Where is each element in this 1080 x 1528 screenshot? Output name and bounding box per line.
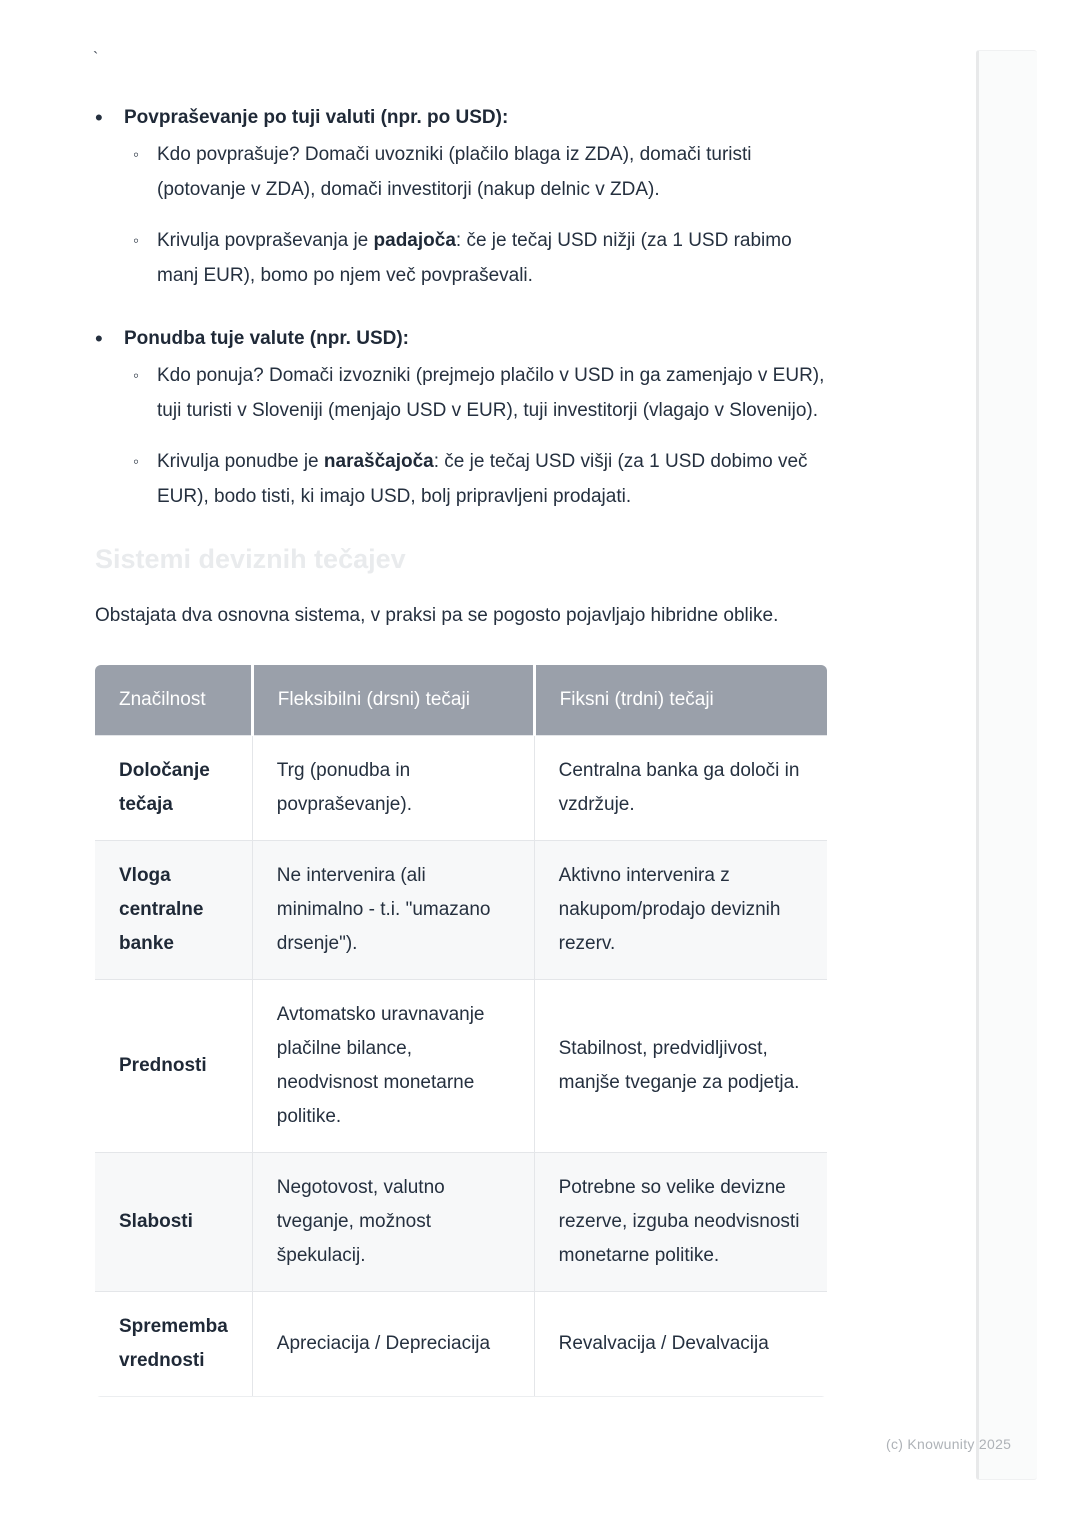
row-label: Prednosti: [95, 980, 252, 1153]
supply-item-1: [157, 358, 827, 428]
document-page: [95, 0, 827, 1397]
stray-backtick: `: [93, 50, 99, 67]
demand-sublist: [133, 137, 827, 293]
demand-item-1-text: Kdo povprašuje? Domači uvozniki (plačilo blaga iz ZDA), domači turisti (potovanje v ZDA), domači investitorji (nakup delnic v ZDA).: [157, 144, 752, 200]
row-label: Določanje tečaja: [95, 736, 252, 841]
circle-bullet-icon: ◦: [133, 231, 140, 250]
table-cell: Apreciacija / Depreciacija: [252, 1292, 534, 1397]
table-row: [95, 841, 827, 980]
supply-sublist: [133, 358, 827, 514]
table-row: [95, 736, 827, 841]
table-cell: Potrebne so velike devizne rezerve, izguba neodvisnosti monetarne politike.: [534, 1153, 827, 1292]
supply-item-1-text: Kdo ponuja? Domači izvozniki (prejmejo plačilo v USD in ga zamenjajo v EUR), tuji turisti v Sloveniji (menjajo USD v EUR), tuji investitorji (vlagajo v Slovenijo).: [157, 365, 825, 421]
list-item: [95, 321, 827, 356]
list-item: [95, 100, 827, 135]
table-cell: Stabilnost, predvidljivost, manjše tveganje za podjetja.: [534, 980, 827, 1153]
table-cell: Avtomatsko uravnavanje plačilne bilance, neodvisnost monetarne politike.: [252, 980, 534, 1153]
circle-bullet-icon: ◦: [133, 366, 140, 385]
list-item: [133, 358, 827, 428]
table-header-row: [95, 665, 827, 736]
column-header-znacilnost: Značilnost: [95, 665, 252, 736]
row-label: Vloga centralne banke: [95, 841, 252, 980]
column-header-fleksibilni: Fleksibilni (drsni) tečaji: [252, 665, 534, 736]
row-label: Slabosti: [95, 1153, 252, 1292]
bullet-group-supply: [95, 321, 827, 514]
intro-paragraph: Obstajata dva osnovna sistema, v praksi pa se pogosto pojavljajo hibridne oblike.: [95, 605, 779, 626]
list-item: [133, 223, 827, 293]
watermark-text: (c) Knowunity 2025: [886, 1436, 1012, 1452]
demand-item-1: [157, 137, 827, 207]
column-header-fiksni: Fiksni (trdni) tečaji: [534, 665, 827, 736]
table-cell: Ne intervenira (ali minimalno - t.i. "umazano drsenje").: [252, 841, 534, 980]
table-row: [95, 980, 827, 1153]
table-row: [95, 1153, 827, 1292]
supply-title: Ponudba tuje valute (npr. USD):: [124, 328, 410, 349]
supply-item-2: [157, 444, 827, 514]
supply-item-2-bold: naraščajoča: [323, 451, 434, 472]
table-cell: Negotovost, valutno tveganje, možnost špekulacij.: [252, 1153, 534, 1292]
table-cell: Aktivno intervenira z nakupom/prodajo deviznih rezerv.: [534, 841, 827, 980]
bullet-group-demand: [95, 100, 827, 293]
table-cell: Trg (ponudba in povpraševanje).: [252, 736, 534, 841]
list-item: [133, 444, 827, 514]
demand-title: Povpraševanje po tuji valuti (npr. po USD):: [124, 107, 509, 128]
demand-item-2-bold: padajoča: [373, 230, 456, 251]
row-label: Sprememba vrednosti: [95, 1292, 252, 1397]
demand-item-2-text: Krivulja povpraševanja je: [157, 230, 374, 251]
list-item: [133, 137, 827, 207]
scrollbar-track[interactable]: [976, 50, 1037, 1480]
section-heading-faded: Sistemi deviznih tečajev: [95, 544, 406, 574]
circle-bullet-icon: ◦: [133, 145, 140, 164]
circle-bullet-icon: ◦: [133, 452, 140, 471]
table-cell: Centralna banka ga določi in vzdržuje.: [534, 736, 827, 841]
demand-item-2: [157, 223, 827, 293]
bullet-icon: •: [95, 326, 103, 351]
supply-item-2-text: Krivulja ponudbe je: [157, 451, 324, 472]
table-row: [95, 1292, 827, 1397]
supply-item-2-rest: : če je tečaj USD višji (za 1 USD dobimo več EUR), bodo tisti, ki imajo USD, bolj pripravljeni prodajati.: [157, 451, 808, 507]
demand-item-2-rest: : če je tečaj USD nižji (za 1 USD rabimo manj EUR), bomo po njem več povpraševali.: [157, 230, 792, 286]
bullet-icon: •: [95, 105, 103, 130]
table-cell: Revalvacija / Devalvacija: [534, 1292, 827, 1397]
comparison-table: [95, 665, 827, 1397]
